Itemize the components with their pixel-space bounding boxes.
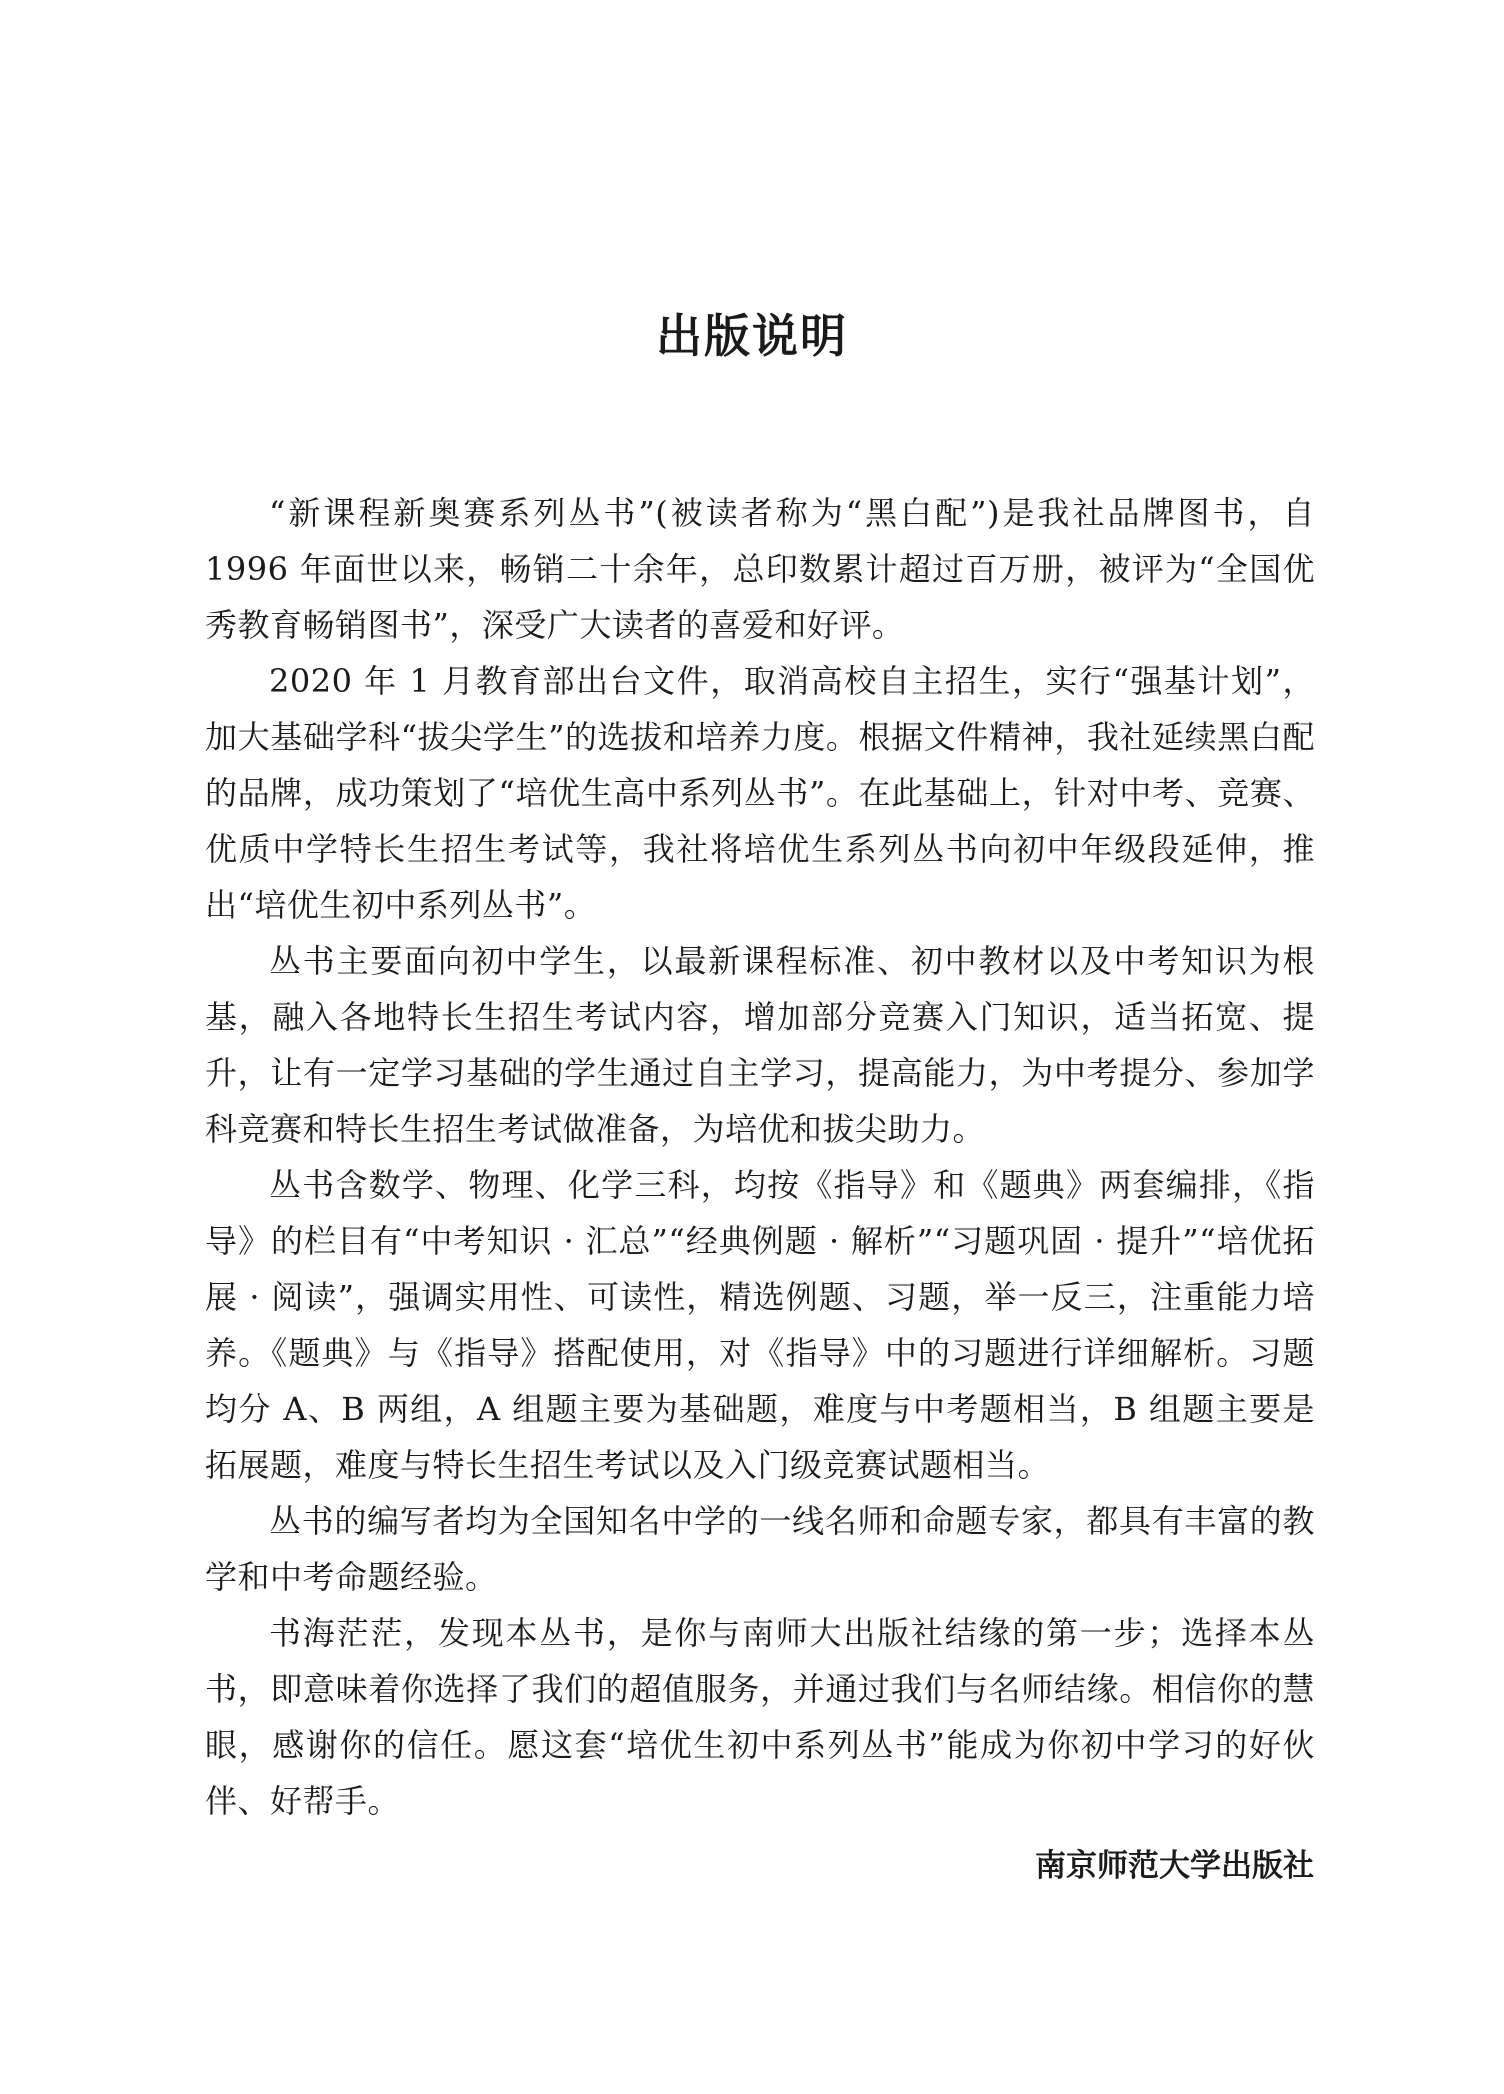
body-text [205, 485, 1315, 1829]
publisher-signature: 南京师范大学出版社 [1035, 1848, 1314, 1884]
paragraph-4: 丛书含数学、物理、化学三科，均按《指导》和《题典》两套编排，《指导》的栏目有“中考知识 · 汇总”“经典例题 · 解析”“习题巩固 · 提升”“培优拓展 · 阅读”，强调实用性、可读性，精选例题、习题，举一反三，注重能力培养。《题典》与《指导》搭配使用，对《指导》中的习题进行详细解析。习题均分 A、B 两组，A 组题主要为基础题，难度与中考题相当，B 组题主要是拓展题，难度与特长生招生考试以及入门级竞赛试题相当。 [205, 1166, 1315, 1484]
paragraph-1: “新课程新奥赛系列丛书”(被读者称为“黑白配”)是我社品牌图书，自 1996 年面世以来，畅销二十余年，总印数累计超过百万册，被评为“全国优秀教育畅销图书”，深受广大读者的喜爱和好评。 [205, 494, 1315, 644]
paragraph-3: 丛书主要面向初中学生，以最新课程标准、初中教材以及中考知识为根基，融入各地特长生招生考试内容，增加部分竞赛入门知识，适当拓宽、提升，让有一定学习基础的学生通过自主学习，提高能力，为中考提分、参加学科竞赛和特长生招生考试做准备，为培优和拔尖助力。 [205, 942, 1315, 1148]
paragraph-6: 书海茫茫，发现本丛书，是你与南师大出版社结缘的第一步；选择本丛书，即意味着你选择了我们的超值服务，并通过我们与名师结缘。相信你的慧眼，感谢你的信任。愿这套“培优生初中系列丛书”能成为你初中学习的好伙伴、好帮手。 [205, 1614, 1315, 1820]
paragraph-2: 2020 年 1 月教育部出台文件，取消高校自主招生，实行“强基计划”，加大基础学科“拔尖学生”的选拔和培养力度。根据文件精神，我社延续黑白配的品牌，成功策划了“培优生高中系列丛书”。在此基础上，针对中考、竞赛、优质中学特长生招生考试等，我社将培优生系列丛书向初中年级段延伸，推出“培优生初中系列丛书”。 [205, 662, 1315, 924]
page-title: 出版说明 [656, 309, 848, 363]
paragraph-5: 丛书的编写者均为全国知名中学的一线名师和命题专家，都具有丰富的教学和中考命题经验。 [205, 1502, 1315, 1596]
